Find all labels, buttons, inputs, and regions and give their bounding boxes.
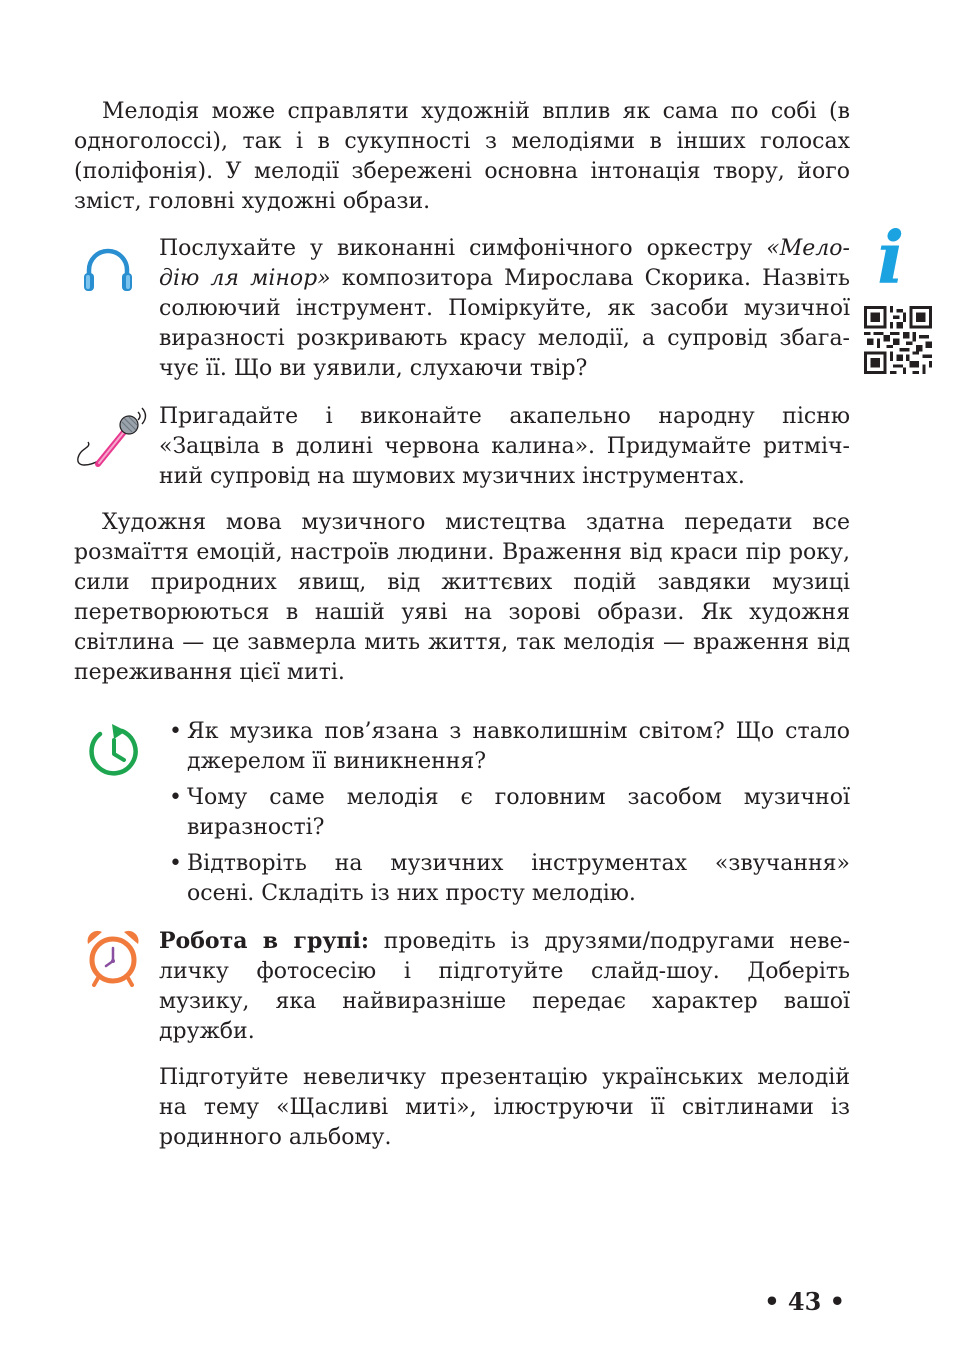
group-task: Робота в групі: проведіть із друзями/подругами неве- личку фотосесію і підготуйте слайд-шоу. Доберіть музику, яка найвиразніше передає характер вашої дружби. — [159, 928, 850, 1044]
list-item: • Як музика пов’язана з навколишнім світом? Що стало джерелом її виникнення? — [169, 719, 850, 774]
microphone-icon — [72, 402, 150, 474]
qr-code-icon[interactable] — [864, 306, 932, 374]
headphones-icon — [80, 244, 136, 294]
question-list — [169, 717, 850, 915]
work-title: «Мело- — [766, 236, 850, 261]
sing-task: Пригадайте і виконайте акапельно народну пісню «Зацвіла в долині червона калина». Придумайте ритміч- ний супровід на шумових музичних інструментах. — [159, 404, 850, 489]
info-icon: i — [877, 215, 905, 300]
listen-task: Послухайте у виконанні симфонічного оркестру «Мело- дію ля мінор» композитора Мирослава Скорика. Назвіть солюючий інструмент. Поміркуйте, як засоби музичної виразності розкривають красу мелодії, а супровід збага- чує її. Що ви уявили, слухаючи твір? — [159, 236, 850, 381]
alarm-clock-icon — [84, 928, 142, 988]
intro-paragraph: Мелодія може справляти художній вплив як сама по собі (в одноголоссі), так і в сукупності з мелодіями в інших голосах (поліфонія). У мелодії збережені основна інтонація твору, його зміст, головні художні образи. — [74, 99, 850, 214]
art-language-paragraph: Художня мова музичного мистецтва здатна передати все розмаїття емоцій, настроїв людини. Враження від краси пір року, сили природних явищ, від життєвих подій завдяки музиці перетворюються в нашій уяві на зорові образи. Як художня світлина — це завмерла мить життя, так мелодія — враження від переживання цієї миті. — [74, 510, 850, 685]
presentation-task: Підготуйте невеличку презентацію українських мелодій на тему «Щасливі миті», ілюструючи її світлинами із родинного альбому. — [159, 1065, 850, 1150]
clock-icon — [86, 722, 142, 778]
list-item: • Відтворіть на музичних інструментах «звучання» осені. Складіть із них просту мелодію. — [169, 851, 850, 906]
list-item: • Чому саме мелодія є головним засобом музичної виразності? — [169, 785, 850, 840]
listen-task-text: Послухайте у виконанні симфонічного оркестру — [159, 236, 767, 261]
work-title-cont: дію ля мінор» — [159, 266, 331, 291]
page-number: • 43 • — [764, 1287, 845, 1316]
group-task-label: Робота в групі: — [159, 928, 369, 954]
